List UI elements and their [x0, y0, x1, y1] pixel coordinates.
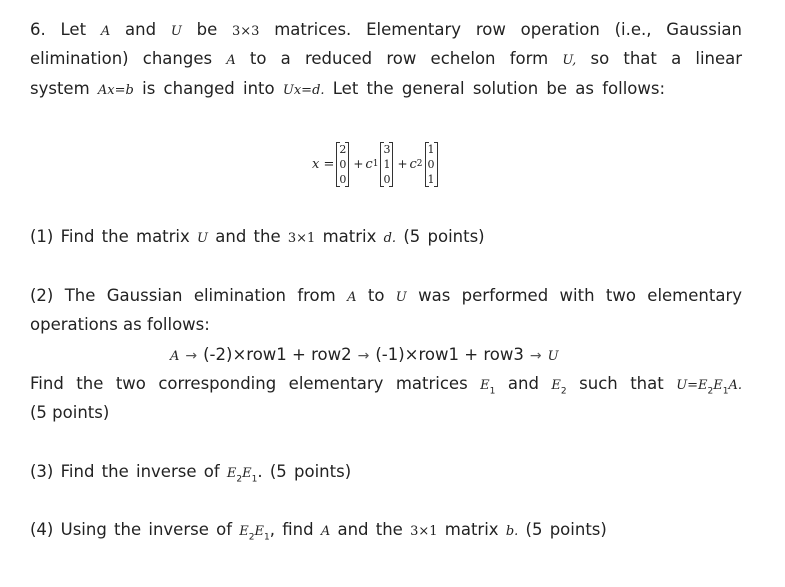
part-2-line-4: (5 points) — [30, 403, 110, 422]
part-2-line-1: (2) The Gaussian elimination from A to U was performed with two elementary — [30, 286, 742, 305]
arrow-right-icon: → — [529, 348, 542, 364]
x-equals: x = — [312, 156, 335, 172]
general-solution-equation: x = 2 0 0 + c 1 3 1 0 + c 2 1 0 1 — [312, 138, 440, 190]
part-2-line-2: operations as follows: — [30, 315, 210, 334]
vector-2: 3 1 0 — [380, 142, 393, 187]
vector-3: 1 0 1 — [425, 142, 438, 187]
part-3: (3) Find the inverse of $E_2E_1$. (5 points) — [30, 462, 352, 485]
part-1: (1) Find the matrix U and the 3×1 matrix d. (5 points) — [30, 227, 485, 246]
problem-line-2: elimination) changes A to a reduced row echelon form U, so that a linear — [30, 49, 743, 68]
problem-line-3: system Ax=b is changed into Ux=d. Let the general solution be as follows: — [30, 79, 666, 98]
arrow-right-icon: → — [357, 348, 370, 364]
problem-line-1: 6. Let A and U be 3×3 matrices. Elementary row operation (i.e., Gaussian — [30, 20, 742, 39]
part-4: (4) Using the inverse of $E_2E_1$, find A and the 3×1 matrix b. (5 points) — [30, 520, 607, 543]
vector-1: 2 0 0 — [336, 142, 349, 187]
row-operation-flow: A → (-2)×row1 + row2 → (-1)×row1 + row3 → U — [170, 345, 559, 364]
part-2-line-3: Find the two corresponding elementary matrices $E_1$ and $E_2$ such that $U=E_2E_1A$. — [30, 374, 743, 397]
arrow-right-icon: → — [185, 348, 198, 364]
